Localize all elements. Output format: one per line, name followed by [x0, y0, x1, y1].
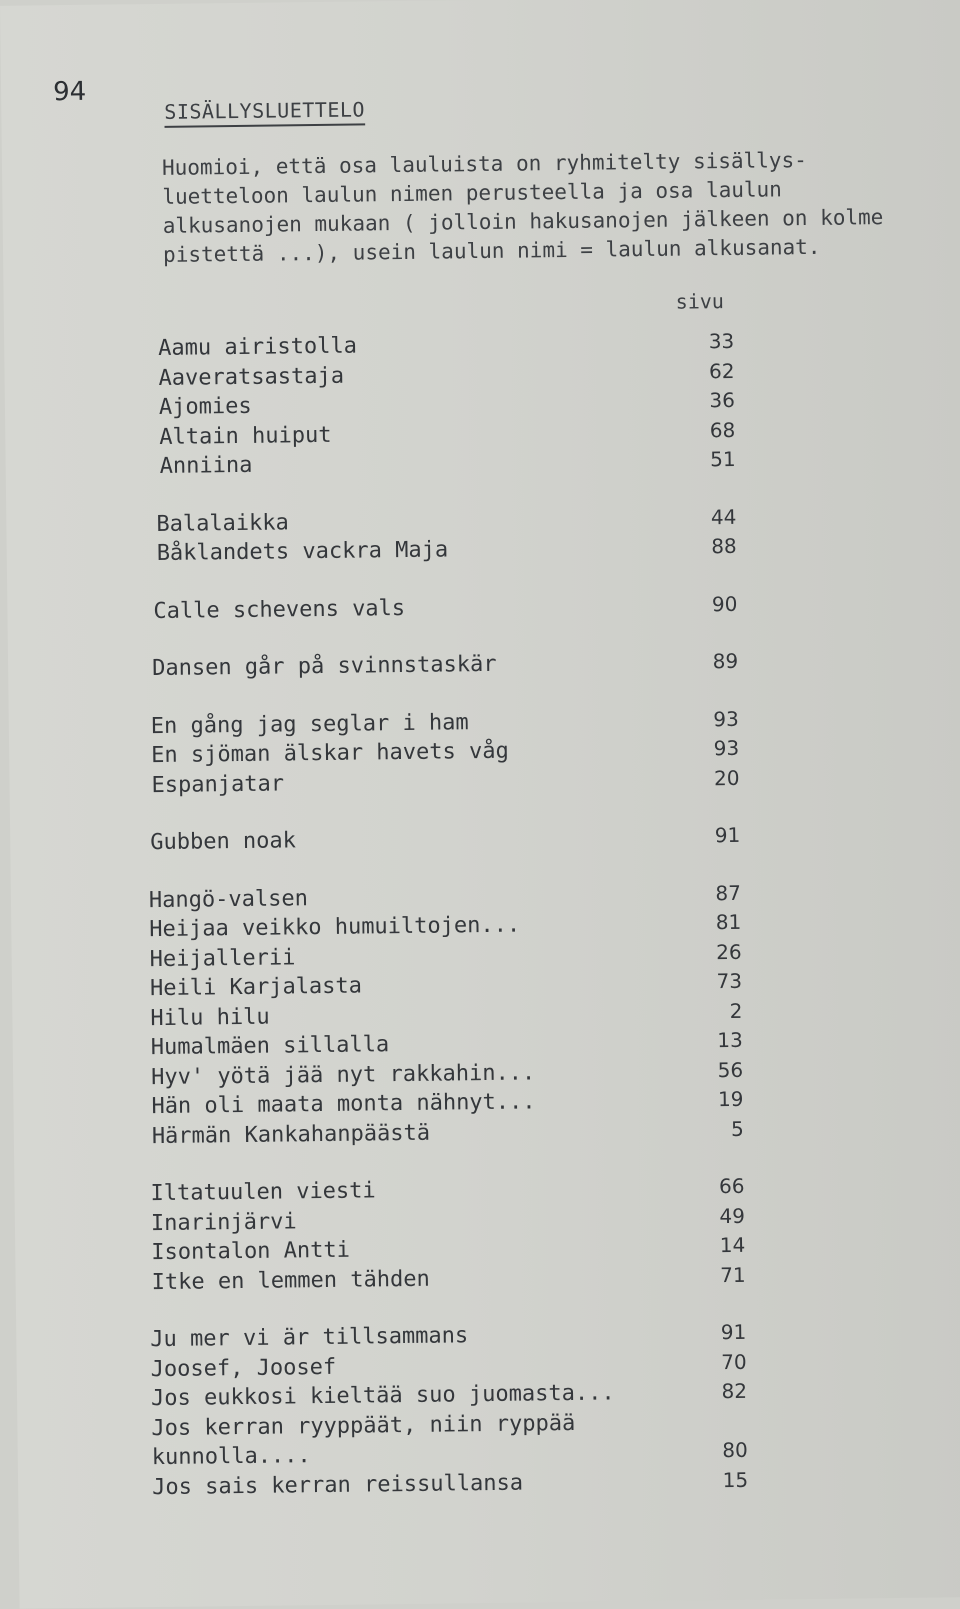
toc-entry-page: 89	[712, 648, 739, 674]
toc-entry-title: Dansen går på svinnstaskär	[151, 651, 497, 682]
toc-entry-title: Härmän Kankahanpäästä	[151, 1120, 431, 1149]
toc-entry-page: 82	[721, 1378, 748, 1404]
toc-entry-title: Jos sais kerran reissullansa	[151, 1470, 524, 1500]
toc-entry-page: 91	[720, 1319, 747, 1345]
toc-entry-page: 90	[711, 591, 738, 616]
toc-group	[150, 1172, 745, 1297]
toc-entry-page: 93	[713, 706, 739, 731]
toc-entry-title: Iltatuulen viesti	[150, 1178, 376, 1207]
toc-entry-page: 91	[714, 822, 741, 848]
toc-entry-title: Inarinjärvi	[150, 1208, 297, 1236]
toc-entry-page: 73	[716, 968, 743, 994]
intro-paragraph: Huomioi, että osa lauluista on ryhmitelty sisällys-luetteloon laulun nimen perusteella ja osa laulun alkusanojen mukaan ( jolloin hakusanojen jälkeen on kolme pistettä ...), usein laulun nimi = laulun alkusanat.	[161, 148, 884, 267]
toc-group	[156, 502, 737, 568]
table-of-contents	[148, 327, 749, 1530]
toc-entry-title: Aamu airistolla	[158, 333, 358, 361]
toc-entry-page: 36	[709, 387, 736, 413]
toc-entry-page: 15	[722, 1467, 749, 1492]
toc-entry-title: En gång jag seglar i ham	[150, 709, 469, 739]
toc-entry-page: 13	[717, 1027, 743, 1053]
toc-entry-title: Anniina	[159, 452, 253, 479]
toc-entry-page: 81	[715, 909, 742, 935]
toc-entry-page: 26	[716, 939, 742, 964]
toc-entry	[159, 445, 735, 482]
toc-entry-title: Hän oli maata monta nähnyt...	[151, 1089, 536, 1120]
toc-entry-title: Hyv' yötä jää nyt rakkahin...	[150, 1059, 536, 1090]
toc-entry	[150, 821, 740, 858]
toc-entry-page: 51	[710, 446, 736, 472]
page-column-header: sivu	[675, 289, 725, 314]
toc-entry-title: Ju mer vi är tillsammans	[150, 1323, 469, 1353]
toc-entry-title: Espanjatar	[151, 770, 285, 798]
toc-entry-page: 68	[709, 417, 736, 442]
toc-group	[158, 327, 736, 482]
toc-entry-page: 19	[717, 1086, 744, 1112]
toc-entry-title: Hangö-valsen	[148, 885, 309, 913]
toc-group	[149, 878, 744, 1151]
toc-entry-title: Balalaikka	[156, 509, 289, 537]
toc-entry-title: Jos eukkosi kieltää suo juomasta...	[150, 1380, 615, 1412]
toc-entry	[157, 532, 737, 569]
toc-entry-title: En sjöman älskar havets våg	[151, 738, 509, 769]
toc-entry-page: 71	[719, 1262, 746, 1287]
toc-entry-title: Calle schevens vals	[153, 595, 406, 624]
toc-entry-title: Ajomies	[158, 393, 252, 420]
toc-entry-page: 80	[722, 1437, 748, 1463]
toc-entry	[151, 1260, 745, 1297]
toc-entry-page: 88	[711, 533, 737, 559]
toc-entry-page: 2	[729, 998, 743, 1023]
toc-entry-title: Hilu hilu	[150, 1004, 270, 1031]
toc-entry-page: 49	[719, 1203, 746, 1228]
toc-entry-page: 44	[710, 504, 737, 529]
toc-entry-page: 66	[718, 1173, 745, 1199]
toc-entry-title: Aaveratsastaja	[158, 363, 345, 391]
page-title: SISÄLLYSLUETTELO	[164, 97, 366, 124]
toc-entry-title: Båklandets vackra Maja	[156, 537, 449, 566]
toc-group	[150, 1318, 748, 1502]
toc-entry-title: Heijaa veikko humuiltojen...	[149, 912, 521, 943]
toc-entry	[152, 647, 738, 684]
toc-entry-title: Heili Karjalasta	[149, 973, 363, 1002]
toc-entry-title: Humalmäen sillalla	[150, 1032, 390, 1061]
toc-entry-title: Gubben noak	[150, 828, 297, 856]
toc-group	[152, 647, 738, 684]
page-number: 94	[52, 76, 87, 108]
toc-entry-page: 87	[715, 880, 742, 905]
toc-entry-page: 33	[708, 328, 735, 354]
toc-entry	[152, 1114, 744, 1151]
toc-entry-page: 62	[708, 358, 735, 383]
toc-entry-page: 20	[713, 765, 740, 790]
toc-entry-title: Itke en lemmen tähden	[151, 1266, 430, 1295]
toc-entry-page: 70	[721, 1349, 747, 1374]
toc-entry-page: 93	[713, 735, 740, 761]
toc-entry	[153, 589, 737, 626]
toc-group	[153, 589, 737, 626]
toc-entry-title: Heijallerii	[149, 944, 296, 972]
toc-entry-page: 5	[730, 1116, 744, 1141]
toc-entry-title: Joosef, Joosef	[150, 1354, 337, 1382]
toc-entry-page: 14	[719, 1232, 746, 1258]
toc-entry-page: 56	[717, 1057, 744, 1082]
toc-entry-title: Jos kerran ryyppäät, niin ryppää kunnolla....	[151, 1410, 576, 1471]
toc-entry-title: Altain huiput	[159, 422, 332, 450]
toc-group	[151, 704, 740, 800]
toc-entry	[151, 763, 739, 800]
toc-group	[150, 821, 740, 858]
toc-entry-title: Isontalon Antti	[151, 1237, 351, 1266]
toc-entry	[151, 1406, 748, 1472]
